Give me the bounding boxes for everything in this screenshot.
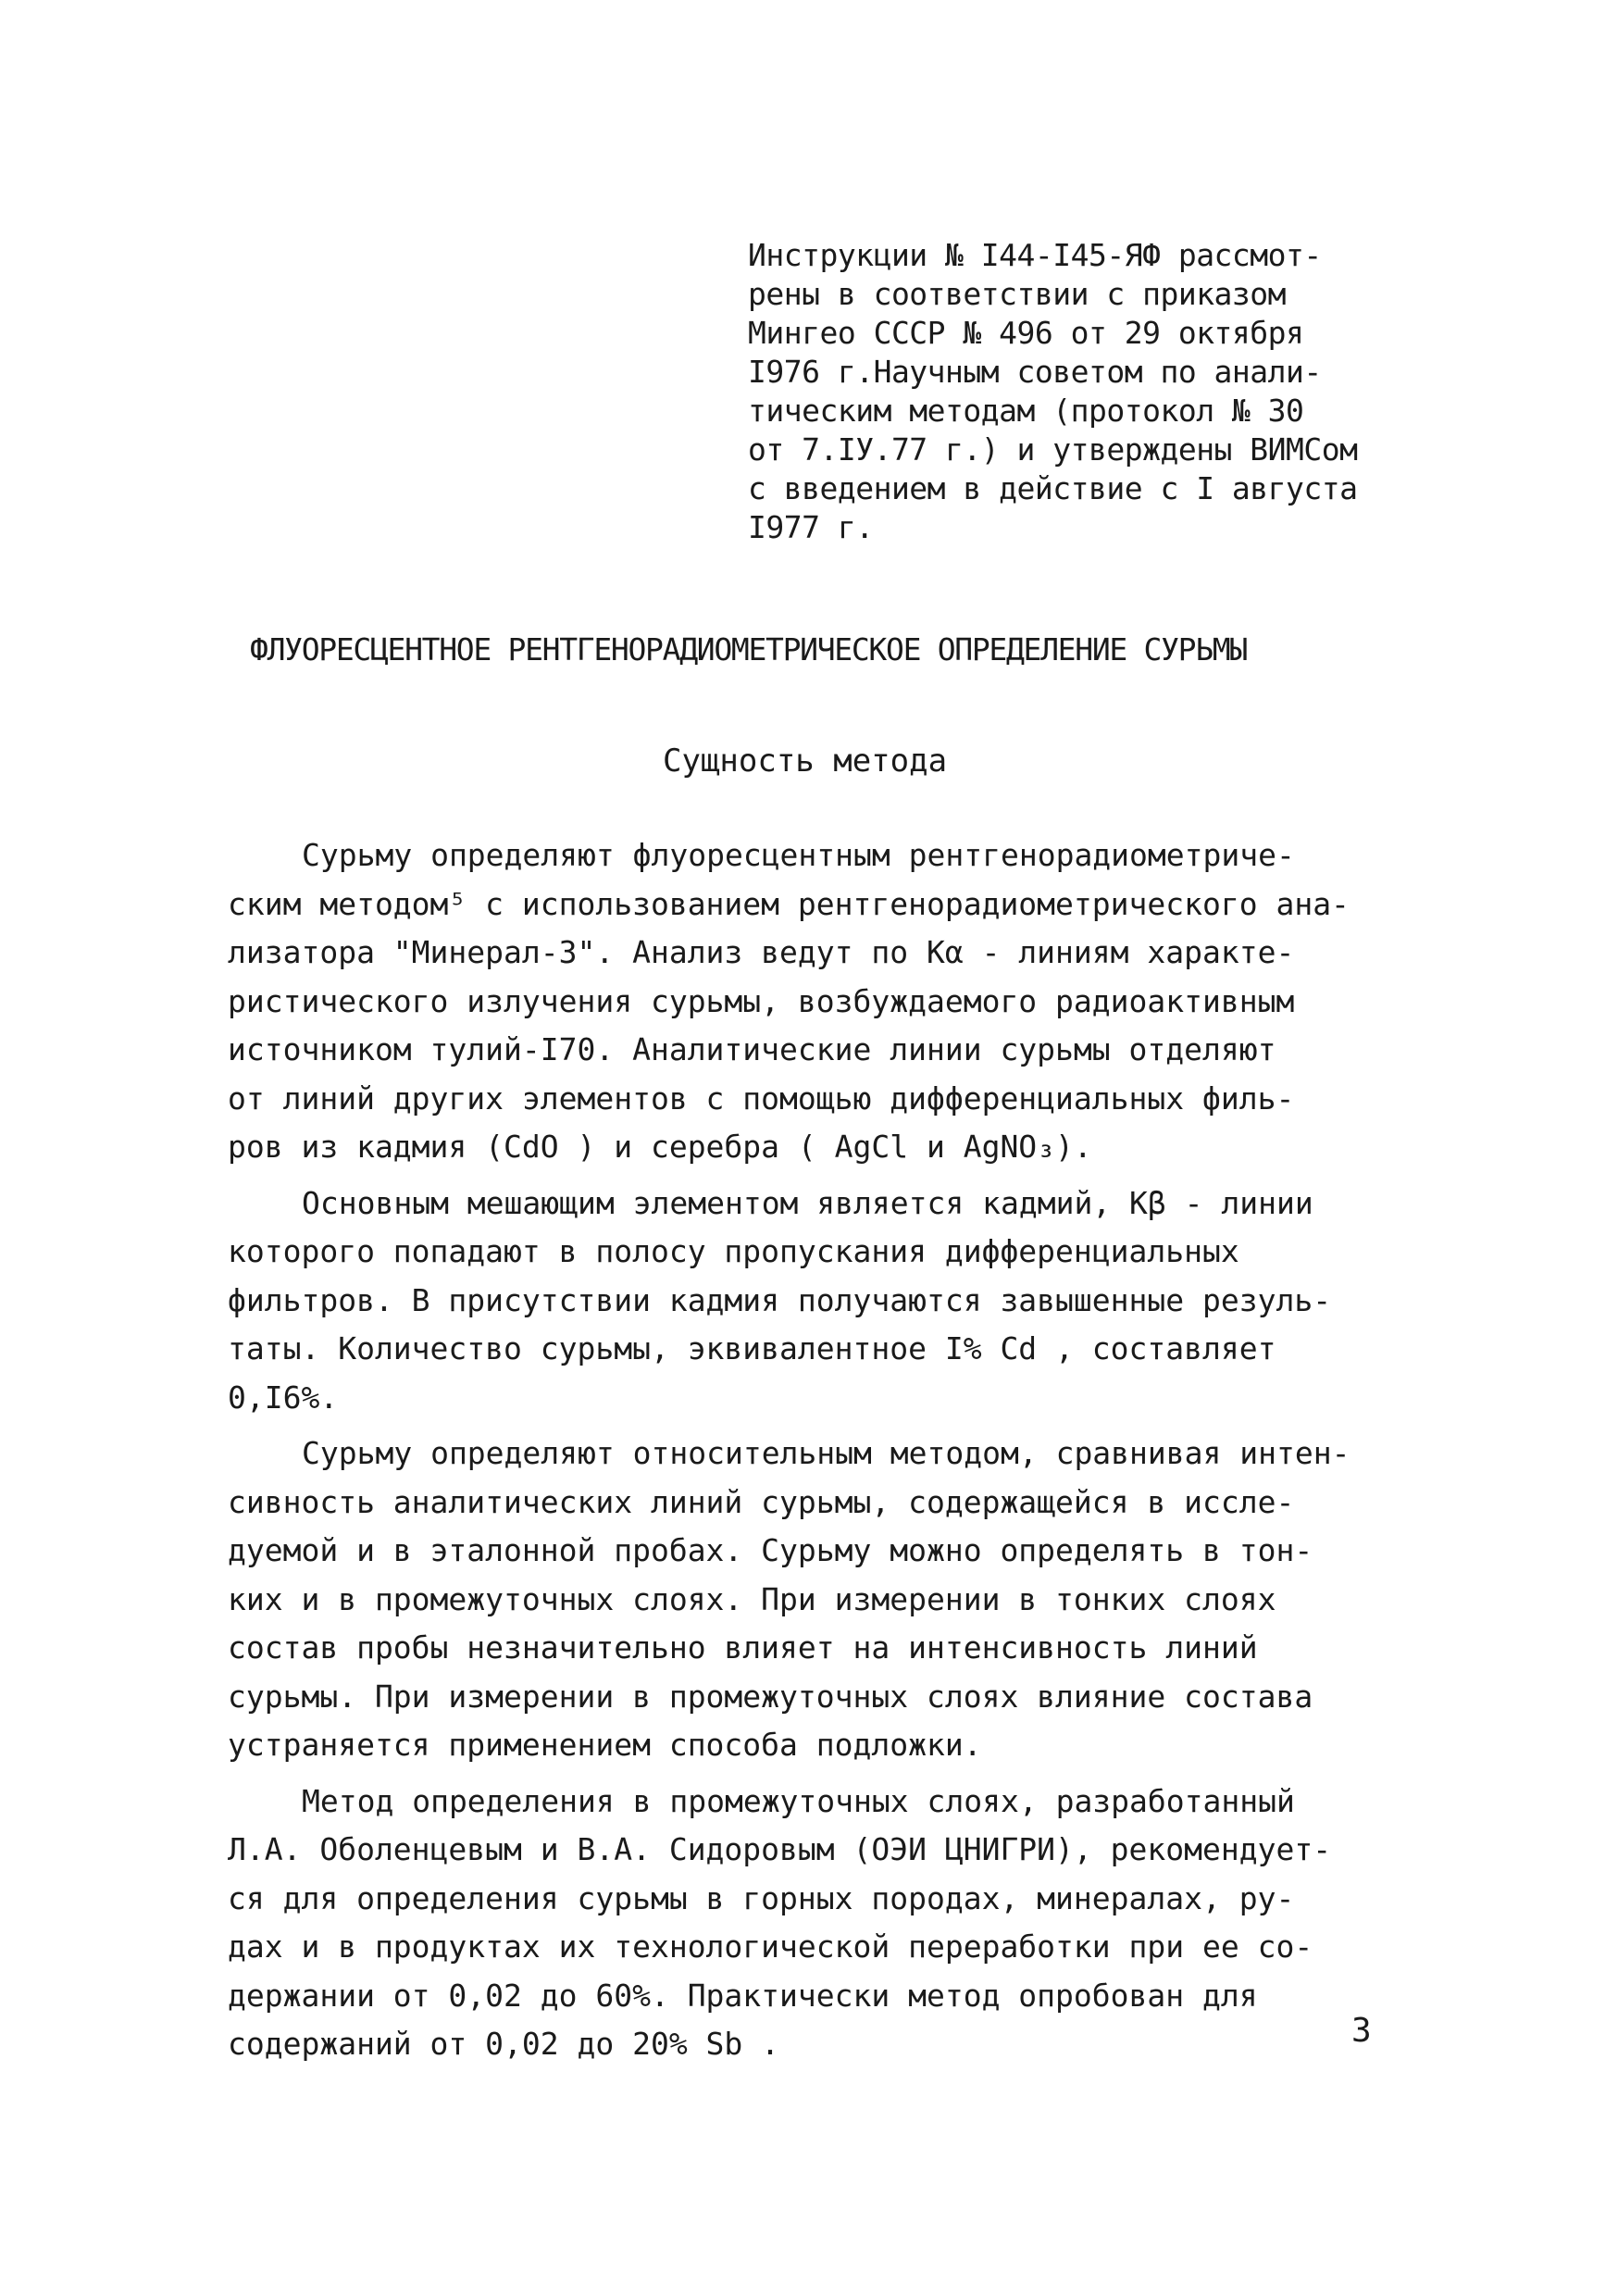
approval-note-line: тическим методам (протокол № 30 — [748, 393, 1304, 429]
paragraph-line: ких и в промежуточных слоях. При измерении в тонких слоях — [228, 1580, 1276, 1617]
approval-note-line: Инструкции № I44-I45-ЯФ рассмот- — [748, 237, 1322, 273]
document-title: ФЛУОРЕСЦЕНТНОЕ РЕНТГЕНОРАДИОМЕТРИЧЕСКОЕ ОПРЕДЕЛЕНИЕ СУРЬМЫ — [250, 631, 1247, 668]
approval-note-line: Мингео СССР № 496 от 29 октября — [748, 315, 1304, 351]
approval-note-line: от 7.IУ.77 г.) и утверждены ВИМСом — [748, 431, 1358, 468]
paragraph-gap — [228, 1770, 1422, 1778]
paragraph-gap — [228, 1422, 1422, 1429]
approval-note-line: рены в соответствии с приказом — [748, 276, 1287, 312]
paragraph-line: ров из кадмия (CdO ) и серебра ( AgCl и AgNO₃). — [228, 1129, 1092, 1165]
paragraph-line: от линий других элементов с помощью дифференциальных филь- — [228, 1079, 1295, 1117]
paragraph-line: состав пробы незначительно влияет на интенсивность линий — [228, 1629, 1258, 1666]
paragraph-line: держании от 0,02 до 60%. Практически метод опробован для — [228, 1977, 1258, 2014]
paragraph-line: источником тулий-I70. Аналитические линии сурьмы отделяют — [228, 1031, 1276, 1067]
approval-note-line: I976 г.Научным советом по анали- — [748, 354, 1322, 390]
section-title: Сущность метода — [663, 742, 948, 780]
approval-note-line: с введением в действие с I августа — [748, 470, 1358, 506]
paragraph-line: Л.А. Оболенцевым и В.А. Сидоровым (ОЭИ ЦНИГРИ), рекомендует- — [228, 1831, 1332, 1867]
paragraph-line: 0,I6%. — [228, 1379, 339, 1416]
paragraph-line: ристического излучения сурьмы, возбуждаемого радиоактивным — [228, 982, 1295, 1019]
paragraph-line: лизатора "Минерал-3". Анализ ведут по Kα - линиям характе- — [228, 934, 1295, 970]
approval-note-line: I977 г. — [748, 509, 874, 545]
paragraph-line: Сурьму определяют флуоресцентным рентгенорадиометриче- — [302, 837, 1295, 873]
paragraph-line: таты. Количество сурьмы, эквивалентное I% Cd , составляет — [228, 1330, 1276, 1366]
paragraph-line: ся для определения сурьмы в горных породах, минералах, ру- — [228, 1879, 1295, 1916]
paragraph-gap — [228, 1172, 1422, 1179]
paragraph-line: Метод определения в промежуточных слоях, разработанный — [302, 1782, 1295, 1819]
paragraph-line: Основным мешающим элементом является кадмий, Kβ - линии — [302, 1184, 1313, 1221]
paragraph-line: фильтров. В присутствии кадмия получаются завышенные резуль- — [228, 1281, 1332, 1318]
paragraph-line: ским методом⁵ с использованием рентгенорадиометрического ана- — [228, 885, 1350, 922]
page-number: 3 — [1351, 2012, 1372, 2050]
body-text — [228, 831, 1422, 2069]
paragraph-line: содержаний от 0,02 до 20% Sb . — [228, 2026, 780, 2062]
paragraph-line: сурьмы. При измерении в промежуточных слоях влияние состава — [228, 1678, 1313, 1715]
paragraph-line: которого попадают в полосу пропускания дифференциальных — [228, 1233, 1239, 1269]
paragraph-line: Сурьму определяют относительным методом, сравнивая интен- — [302, 1435, 1350, 1471]
paragraph-line: устраняется применением способа подложки. — [228, 1727, 982, 1763]
paragraph-line: дах и в продуктах их технологической переработки при ее со- — [228, 1928, 1313, 1965]
paragraph-line: дуемой и в эталонной пробах. Сурьму можно определять в тон- — [228, 1532, 1313, 1568]
paragraph-line: сивность аналитических линий сурьмы, содержащейся в иссле- — [228, 1483, 1295, 1520]
approval-note — [748, 236, 1414, 547]
